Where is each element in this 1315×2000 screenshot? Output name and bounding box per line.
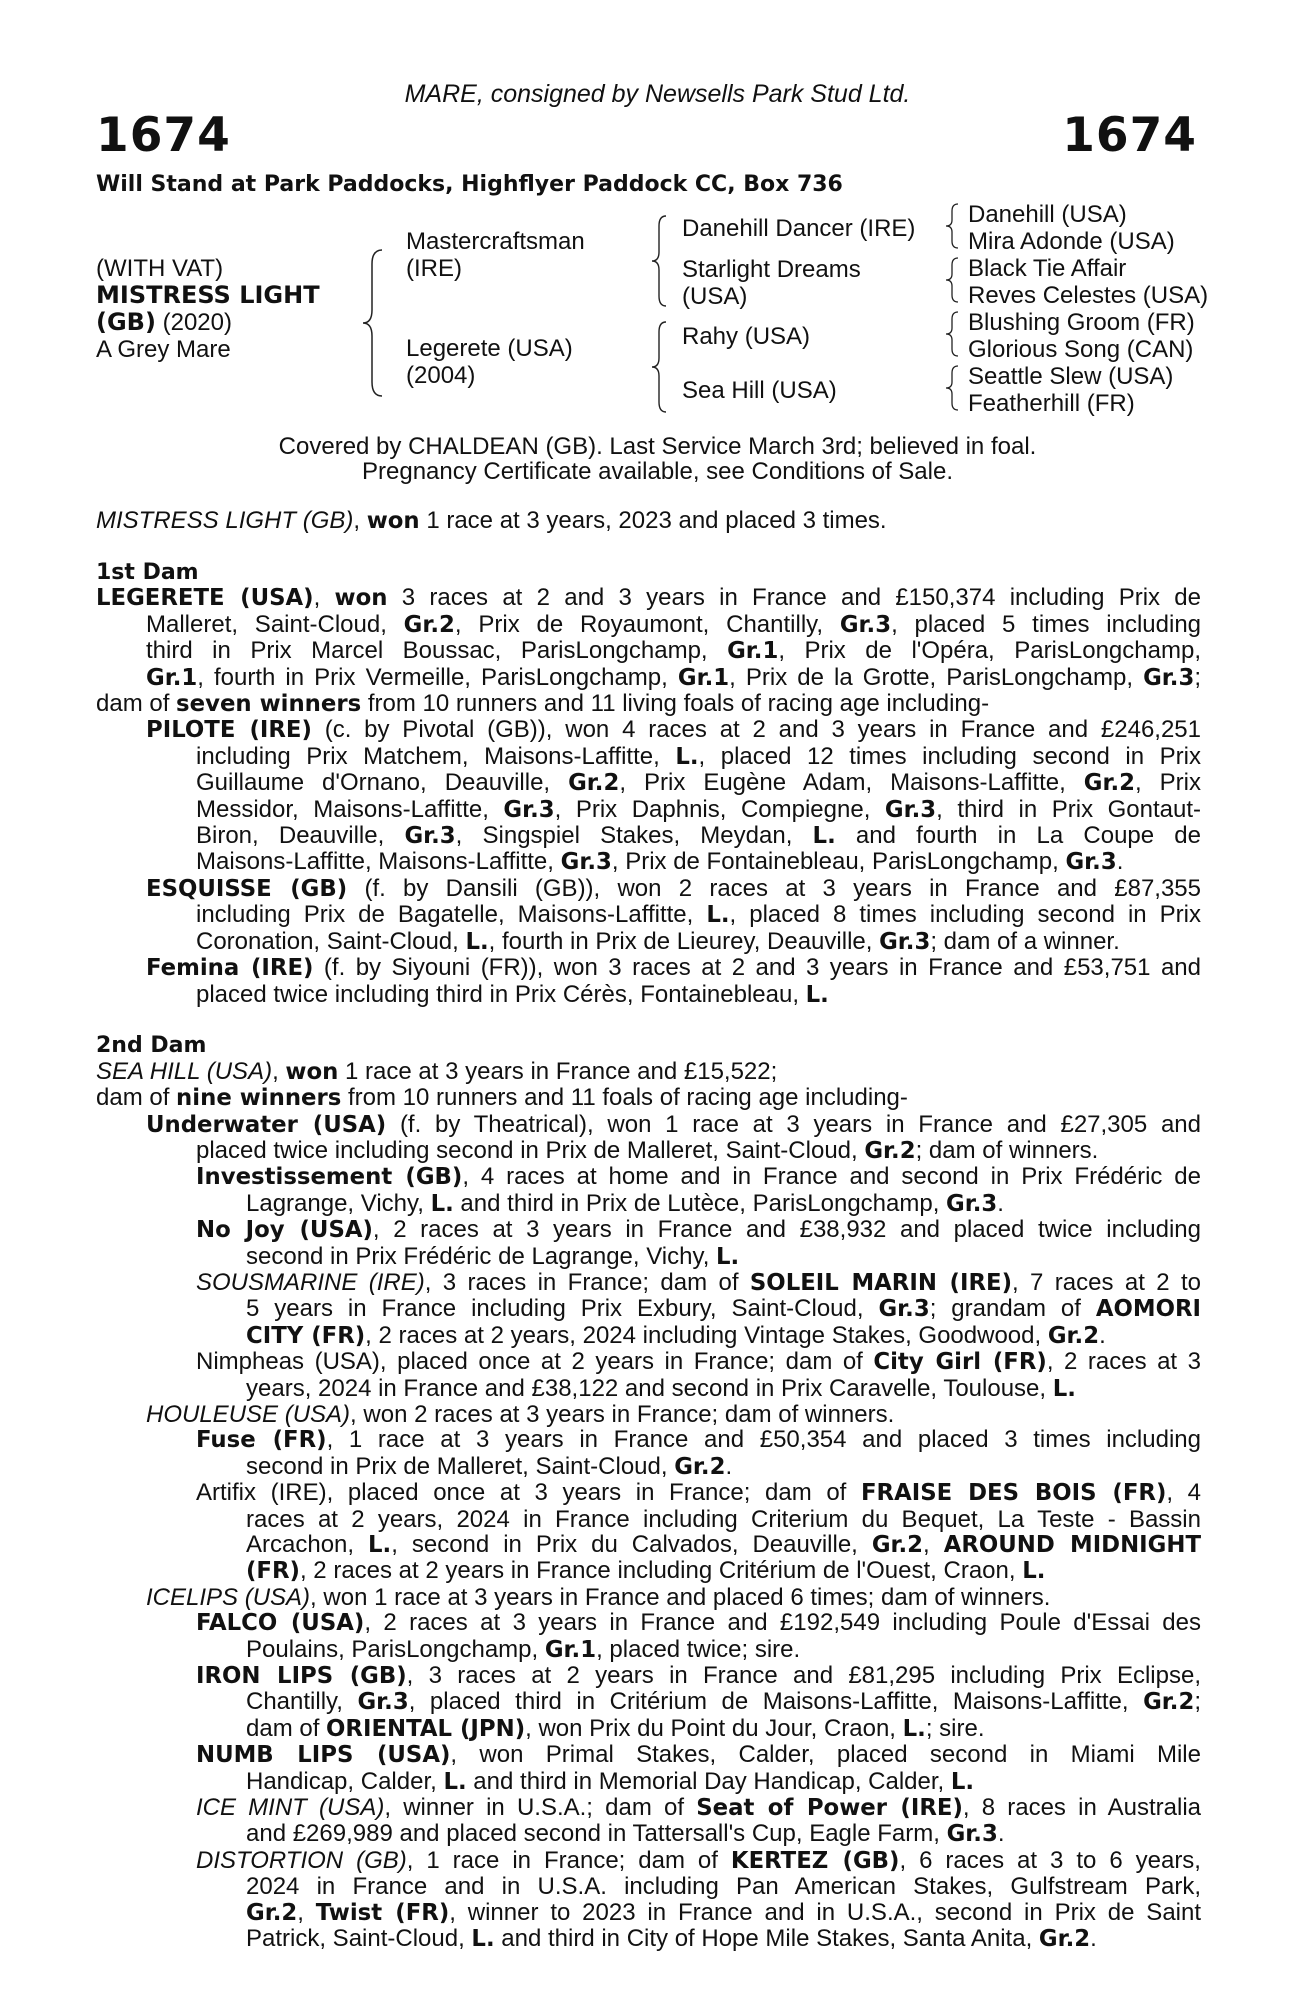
family-line: third in Prix Marcel Boussac, ParisLongchamp, Gr.1, Prix de l'Opéra, ParisLongchamp, [146, 637, 1201, 665]
family-line: Poulains, ParisLongchamp, Gr.1, placed twice; sire. [246, 1635, 801, 1663]
family-line: placed twice including second in Prix de Malleret, Saint-Cloud, Gr.2; dam of winners. [196, 1136, 1099, 1164]
family-line: Fuse (FR), 1 race at 3 years in France and £50,354 and placed 3 times including [196, 1426, 1201, 1454]
family-line: Handicap, Calder, L. and third in Memorial Day Handicap, Calder, L. [246, 1767, 975, 1795]
family-line: 2024 in France and in U.S.A. including Pan American Stakes, Gulfstream Park, [246, 1873, 1201, 1901]
family-line: Lagrange, Vichy, L. and third in Prix de Lutèce, ParisLongchamp, Gr.3. [246, 1189, 1004, 1217]
consignor-line: MARE, consigned by Newsells Park Stud Ltd. [404, 80, 911, 108]
family-line: NUMB LIPS (USA), won Primal Stakes, Calder, placed second in Miami Mile [196, 1741, 1201, 1769]
family-line: years, 2024 in France and £38,122 and second in Prix Caravelle, Toulouse, L. [246, 1374, 1076, 1402]
family-line: SEA HILL (USA), won 1 race at 3 years in France and £15,522; [96, 1057, 778, 1085]
family-line: Chantilly, Gr.3, placed third in Critérium de Maisons-Laffitte, Maisons-Laffitte, Gr.2; [246, 1688, 1201, 1716]
family-line: Coronation, Saint-Cloud, L., fourth in Prix de Lieurey, Deauville, Gr.3; dam of a winner. [196, 927, 1120, 955]
pedigree-dam: Legerete (USA) (2004) [406, 335, 573, 389]
summary-text: MISTRESS LIGHT (GB), won 1 race at 3 years, 2023 and placed 3 times. [96, 507, 887, 534]
family-line: Guillaume d'Ornano, Deauville, Gr.2, Prix Eugène Adam, Maisons-Laffitte, Gr.2, Prix [196, 769, 1202, 797]
pedigree-dam-sire: Rahy (USA) [682, 323, 811, 350]
pedigree-great-grandparents: Danehill (USA) Mira Adonde (USA) Black Tie Affair Reves Celestes (USA) Blushing Groom (FR) Glorious Song (CAN) Seattle Slew (USA) Featherhill (FR) [968, 201, 1209, 417]
family-line: Underwater (USA) (f. by Theatrical), won 1 race at 3 years in France and £27,305 and [146, 1110, 1201, 1138]
pedigree-brace-ggp3 [944, 310, 964, 358]
horse-year: (2020) [162, 309, 232, 336]
family-line: PILOTE (IRE) (c. by Pivotal (GB)), won 4 races at 2 and 3 years in France and £246,251 [146, 716, 1201, 744]
family-line: Nimpheas (USA), placed once at 2 years in France; dam of City Girl (FR), 2 races at 3 [196, 1348, 1201, 1376]
family-line: ESQUISSE (GB) (f. by Dansili (GB)), won 2 races at 3 years in France and £87,355 [146, 874, 1201, 902]
pedigree-brace-ggp4 [944, 364, 964, 412]
pedigree-brace-ggp1 [944, 202, 964, 250]
family-line: including Prix de Bagatelle, Maisons-Laffitte, L., placed 8 times including second in Prix [196, 901, 1202, 929]
family-line: ICE MINT (USA), winner in U.S.A.; dam of Seat of Power (IRE), 8 races in Australia [196, 1794, 1202, 1822]
family-line: LEGERETE (USA), won 3 races at 2 and 3 years in France and £150,374 including Prix de [96, 584, 1202, 612]
family-line: dam of ORIENTAL (JPN), won Prix du Point du Jour, Craon, L.; sire. [246, 1714, 985, 1742]
family-line: Maisons-Laffitte, Maisons-Laffitte, Gr.3, Prix de Fontainebleau, ParisLongchamp, Gr.3. [196, 848, 1124, 876]
section-heading: 2nd Dam [96, 1033, 207, 1059]
family-line: SOUSMARINE (IRE), 3 races in France; dam of SOLEIL MARIN (IRE), 7 races at 2 to [196, 1268, 1202, 1296]
family-line: No Joy (USA), 2 races at 3 years in France and £38,932 and placed twice including [196, 1216, 1201, 1244]
cover-line-1: Covered by CHALDEAN (GB). Last Service March 3rd; believed in foal. [278, 433, 1037, 460]
family-line: DISTORTION (GB), 1 race in France; dam of KERTEZ (GB), 6 races at 3 to 6 years, [196, 1846, 1201, 1874]
family-line: CITY (FR), 2 races at 2 years, 2024 including Vintage Stakes, Goodwood, Gr.2. [246, 1321, 1106, 1349]
family-line: (FR), 2 races at 2 years in France including Critérium de l'Ouest, Craon, L. [246, 1557, 1046, 1585]
pedigree-sire-sire: Danehill Dancer (IRE) [682, 215, 916, 242]
vat-label: (WITH VAT) [96, 255, 224, 282]
family-line: Gr.1, fourth in Prix Vermeille, ParisLongchamp, Gr.1, Prix de la Grotte, ParisLongchamp, Gr.3; [146, 663, 1201, 691]
horse-name: MISTRESS LIGHT [96, 281, 320, 309]
family-line: dam of seven winners from 10 runners and 11 living foals of racing age including- [96, 690, 990, 718]
pedigree-dam-dam: Sea Hill (USA) [682, 377, 837, 404]
family-line: IRON LIPS (GB), 3 races at 2 years in France and £81,295 including Prix Eclipse, [196, 1662, 1201, 1690]
family-line: Investissement (GB), 4 races at home and in France and second in Prix Frédéric de [196, 1163, 1201, 1191]
family-line: placed twice including third in Prix Cérès, Fontainebleau, L. [196, 980, 829, 1008]
horse-country: (GB) [96, 308, 156, 336]
family-line: Femina (IRE) (f. by Siyouni (FR)), won 3 races at 2 and 3 years in France and £53,751 and [146, 954, 1201, 982]
horse-description: A Grey Mare [96, 336, 231, 363]
family-line: ICELIPS (USA), won 1 race at 3 years in France and placed 6 times; dam of winners. [146, 1583, 1051, 1611]
family-line: second in Prix Frédéric de Lagrange, Vichy, L. [246, 1242, 740, 1270]
family-record [96, 560, 1201, 1953]
family-line: Biron, Deauville, Gr.3, Singspiel Stakes, Meydan, L. and fourth in La Coupe de [196, 822, 1202, 850]
horse-identity [96, 255, 320, 363]
family-line: Messidor, Maisons-Laffitte, Gr.3, Prix Daphnis, Compiegne, Gr.3, third in Prix Gontaut- [196, 795, 1201, 823]
family-line: HOULEUSE (USA), won 2 races at 3 years in France; dam of winners. [146, 1400, 895, 1428]
horse-country-year [96, 309, 320, 336]
pedigree-sire: Mastercraftsman (IRE) [406, 228, 585, 282]
pedigree-brace-ggp2 [944, 256, 964, 304]
family-line: Arcachon, L., second in Prix du Calvados, Deauville, Gr.2, AROUND MIDNIGHT [246, 1531, 1201, 1559]
family-line: Gr.2, Twist (FR), winner to 2023 in France and in U.S.A., second in Prix de Saint [246, 1898, 1202, 1926]
pedigree-brace-main [360, 248, 400, 398]
family-line: Patrick, Saint-Cloud, L. and third in City of Hope Mile Stakes, Santa Anita, Gr.2. [246, 1925, 1097, 1953]
section-heading: 1st Dam [96, 560, 199, 585]
pedigree-brace-dam [650, 320, 674, 414]
family-line [96, 1008, 1201, 1033]
lot-number-left: 1674 [96, 108, 231, 163]
family-line: and £269,989 and placed second in Tattersall's Cup, Eagle Farm, Gr.3. [246, 1820, 1005, 1848]
family-line: Artifix (IRE), placed once at 3 years in France; dam of FRAISE DES BOIS (FR), 4 [196, 1479, 1202, 1507]
family-line: including Prix Matchem, Maisons-Laffitte, L., placed 12 times including second in Prix [196, 742, 1201, 770]
stand-location: Will Stand at Park Paddocks, Highflyer Paddock CC, Box 736 [96, 172, 843, 197]
race-record-summary [96, 508, 1201, 534]
family-line: dam of nine winners from 10 runners and 11 foals of racing age including- [96, 1084, 908, 1112]
family-line: FALCO (USA), 2 races at 3 years in France and £192,549 including Poule d'Essai des [196, 1609, 1201, 1637]
pedigree-sire-dam: Starlight Dreams (USA) [682, 256, 861, 310]
family-line: 5 years in France including Prix Exbury, Saint-Cloud, Gr.3; grandam of AOMORI [246, 1295, 1201, 1323]
family-line: Malleret, Saint-Cloud, Gr.2, Prix de Royaumont, Chantilly, Gr.3, placed 5 times including [146, 610, 1202, 638]
cover-line-2: Pregnancy Certificate available, see Conditions of Sale. [362, 458, 953, 485]
lot-number-right: 1674 [1062, 108, 1197, 163]
family-line: second in Prix de Malleret, Saint-Cloud, Gr.2. [246, 1452, 733, 1480]
pedigree-brace-sire [650, 214, 674, 308]
family-line: races at 2 years, 2024 in France including Criterium du Bequet, La Teste - Bassin [246, 1505, 1201, 1533]
